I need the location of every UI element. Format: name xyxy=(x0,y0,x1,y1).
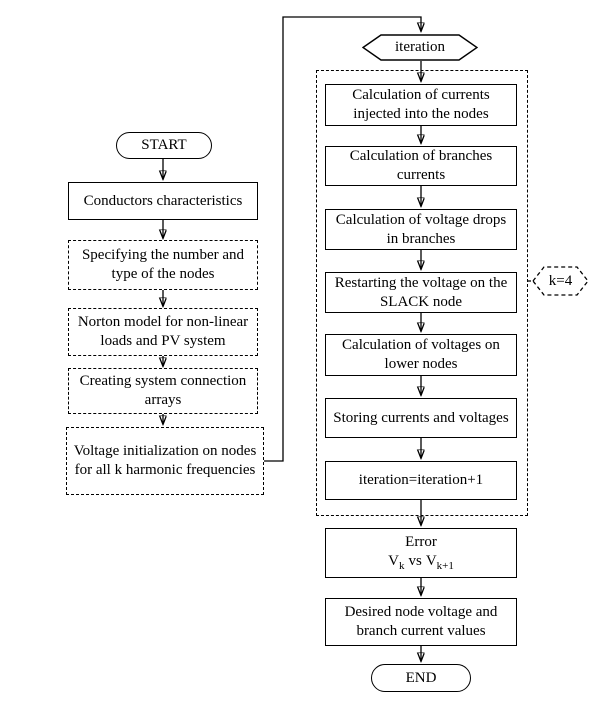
error-box xyxy=(325,528,517,578)
error-title: Error xyxy=(405,533,437,550)
vs-text: vs xyxy=(408,552,422,569)
k4-label: k=4 xyxy=(548,272,573,289)
conductors-label: Conductors characteristics xyxy=(83,192,243,209)
start-node xyxy=(116,132,212,159)
iteration-label: iteration xyxy=(395,39,445,56)
conductors-box xyxy=(68,182,258,220)
currents-injected-box xyxy=(325,84,517,126)
specify-nodes-box xyxy=(68,240,258,290)
restart-slack-label: Restarting the voltage on the SLACK node xyxy=(334,274,508,310)
iteration-hexagon xyxy=(362,34,478,61)
connection-arrays-box xyxy=(68,368,258,414)
error-formula xyxy=(388,552,454,574)
result-box xyxy=(325,598,517,646)
voltage-init-label: Voltage initialization on nodes for all k harmonic frequencies xyxy=(73,443,257,478)
voltage-drops-box xyxy=(325,209,517,250)
v-k-subscript: k xyxy=(398,559,405,572)
iteration-increment-box xyxy=(325,461,517,500)
start-label: START xyxy=(141,137,187,154)
voltages-lower-label: Calculation of voltages on lower nodes xyxy=(342,337,500,372)
branch-currents-label: Calculation of branches currents xyxy=(349,148,493,183)
result-label: Desired node voltage and branch current values xyxy=(344,604,498,639)
end-label: END xyxy=(405,669,437,686)
storing-box xyxy=(325,398,517,438)
currents-injected-label: Calculation of currents injected into the nodes xyxy=(352,87,490,122)
voltage-init-box xyxy=(66,427,264,495)
v-k1-subscript: k+1 xyxy=(436,559,454,572)
restart-slack-box xyxy=(325,272,517,313)
v-k1-symbol: V xyxy=(425,552,437,569)
end-node xyxy=(371,664,471,692)
voltage-drops-label: Calculation of voltage drops in branches xyxy=(335,211,507,247)
iteration-increment-label: iteration=iteration+1 xyxy=(358,472,484,489)
storing-label: Storing currents and voltages xyxy=(333,409,509,426)
k4-hexagon xyxy=(532,266,589,296)
specify-nodes-label: Specifying the number and type of the nodes xyxy=(81,247,245,282)
v-k-symbol: V xyxy=(388,552,399,569)
norton-model-box xyxy=(68,308,258,356)
norton-model-label: Norton model for non-linear loads and PV system xyxy=(77,314,249,349)
branch-currents-box xyxy=(325,146,517,186)
voltages-lower-box xyxy=(325,334,517,376)
connection-arrays-label: Creating system connection arrays xyxy=(79,373,247,408)
